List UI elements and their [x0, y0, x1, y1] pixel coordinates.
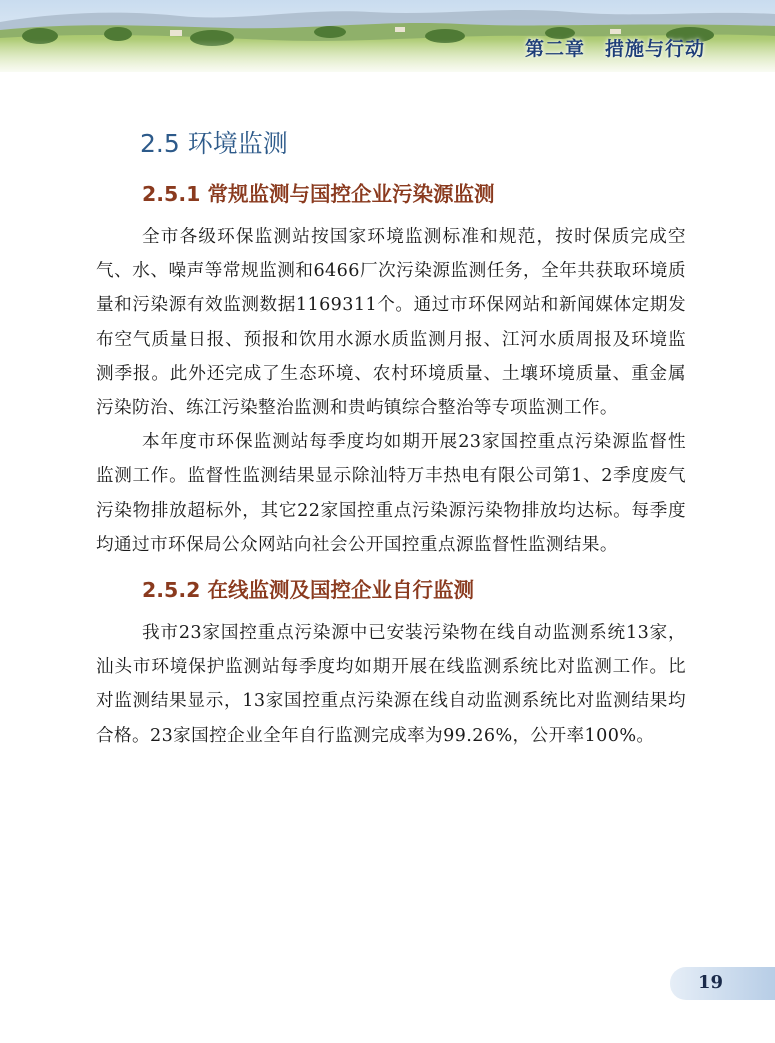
page-number-tab	[670, 967, 775, 1000]
paragraph: 本年度市环保监测站每季度均如期开展23家国控重点污染源监督性监测工作。监督性监测结果显示除汕特万丰热电有限公司第1、2季度废气污染物排放超标外，其它22家国控重点污染源污染物排放均达标。每季度均通过市环保局公众网站向社会公开国控重点源监督性监测结果。	[96, 432, 686, 555]
page-number: 19	[698, 972, 724, 993]
subsection-title: 2.5.1 常规监测与国控企业污染源监测	[142, 182, 495, 206]
paragraph: 全市各级环保监测站按国家环境监测标准和规范，按时保质完成空气、水、噪声等常规监测和6466厂次污染源监测任务，全年共获取环境质量和污染源有效监测数据1169311个。通过市环保网站和新闻媒体定期发布空气质量日报、预报和饮用水源水质监测月报、江河水质周报及环境监测季报。此外还完成了生态环境、农村环境质量、土壤环境质量、重金属污染防治、练江污染整治监测和贵屿镇综合整治等专项监测工作。	[96, 227, 686, 419]
paragraph: 我市23家国控重点污染源中已安装污染物在线自动监测系统13家，汕头市环境保护监测站每季度均如期开展在线监测系统比对监测工作。比对监测结果显示，13家国控重点污染源在线自动监测系统比对监测结果均合格。23家国控企业全年自行监测完成率为99.26%，公开率100%。	[96, 623, 686, 746]
chapter-title: 第二章 措施与行动	[524, 38, 705, 60]
section-title: 2.5 环境监测	[140, 129, 288, 158]
subsection-title: 2.5.2 在线监测及国控企业自行监测	[142, 578, 475, 603]
main-content	[96, 120, 686, 753]
header-banner	[0, 0, 775, 72]
